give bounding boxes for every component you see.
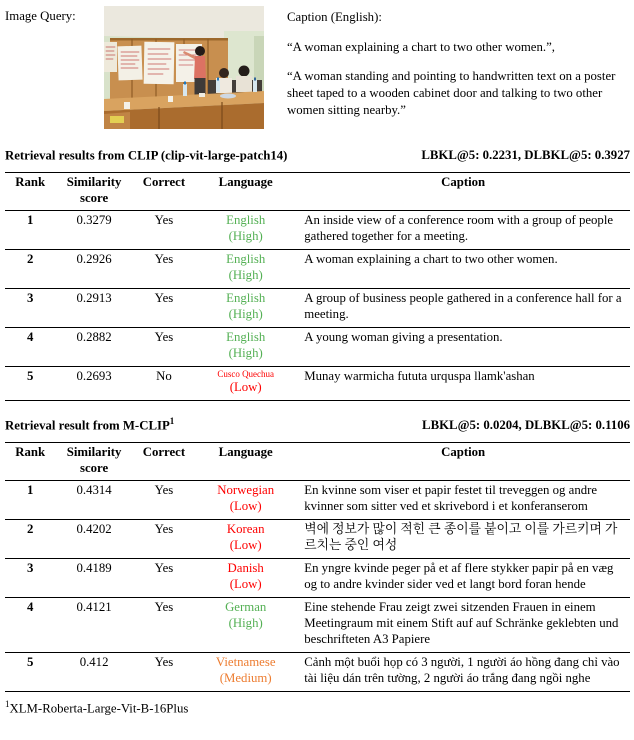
language-resource-level: (High) (228, 268, 263, 283)
rank-cell: 4 (27, 600, 34, 615)
caption-label: Caption (English): (287, 10, 382, 24)
language-name: Korean (226, 522, 265, 537)
language-cell (195, 598, 296, 653)
result-row-rank-5 (5, 652, 630, 691)
language-cell (195, 366, 296, 400)
clip-section-header (5, 146, 630, 164)
similarity-score-cell: 0.4314 (76, 483, 112, 498)
table-header-row (5, 173, 630, 211)
language-name: Vietnamese (215, 654, 276, 669)
result-row-rank-2 (5, 250, 630, 289)
footnote: $^1$XLM-Roberta-Large-Vit-B-16Plus (5, 698, 189, 716)
mclip-results-table (5, 442, 630, 692)
caption-cell: Eine stehende Frau zeigt zwei sitzenden Frauen in einem Meetingraum mit einem Stift auf auf Schränke geklebten und beschrifteten A3 Papiere (304, 600, 619, 646)
col-header-language: Language (218, 445, 273, 460)
correct-cell: Yes (154, 654, 174, 669)
language-cell (195, 652, 296, 691)
query-block (5, 6, 630, 131)
language-cell (195, 481, 296, 520)
caption-cell: A woman explaining a chart to two other women. (304, 252, 558, 267)
rank-cell: 1 (27, 213, 34, 228)
language-name: Danish (227, 561, 264, 576)
language-name: English (226, 252, 266, 267)
similarity-score-cell: 0.3279 (76, 213, 112, 228)
rank-cell: 5 (27, 654, 34, 669)
caption-cell: A young woman giving a presentation. (304, 329, 503, 344)
language-name: Cusco Quechua (217, 368, 275, 379)
col-header-similarity-score: Similarity score (66, 175, 122, 205)
similarity-score-cell: 0.4202 (76, 522, 112, 537)
correct-cell: Yes (154, 561, 174, 576)
rank-cell: 1 (27, 483, 34, 498)
mclip-section-metrics: LBKL@5: 0.0204, DLBKL@5: 0.1106 (422, 418, 630, 433)
correct-cell: Yes (154, 483, 174, 498)
similarity-score-cell: 0.2913 (76, 291, 112, 305)
result-row-rank-5 (5, 366, 630, 400)
similarity-score-cell: 0.412 (79, 654, 109, 669)
language-cell (195, 520, 296, 559)
mclip-section-title: Retrieval result from M-CLIP$^1$ (5, 416, 175, 433)
rank-cell: 2 (27, 522, 34, 537)
language-cell (195, 250, 296, 289)
result-row-rank-1 (5, 481, 630, 520)
rank-cell: 3 (27, 561, 34, 576)
correct-cell: Yes (154, 252, 174, 267)
clip-section-metrics: LBKL@5: 0.2231, DLBKL@5: 0.3927 (421, 148, 630, 163)
caption-column (287, 6, 630, 131)
similarity-score-cell: 0.2882 (76, 329, 112, 344)
correct-cell: Yes (154, 213, 174, 228)
col-header-rank: Rank (15, 175, 46, 190)
col-header-caption: Caption (441, 445, 486, 460)
result-row-rank-1 (5, 211, 630, 250)
caption-cell: En yngre kvinde peger på et af flere stykker papir på en væg og to andre kvinder sider ved et langt bord foran hende (304, 561, 614, 592)
language-cell (195, 211, 296, 250)
col-header-similarity-score: Similarity score (66, 445, 122, 475)
language-name: English (226, 291, 266, 305)
language-cell (195, 559, 296, 598)
caption-cell: An inside view of a conference room with a group of people gathered together for a meeting. (304, 213, 614, 244)
caption-cell: Cảnh một buổi họp có 3 người, 1 người áo hồng đang chỉ vào tài liệu dán trên tường, 2 người áo trắng đang ngồi nghe (304, 654, 620, 685)
col-header-caption: Caption (441, 175, 486, 190)
result-row-rank-3 (5, 289, 630, 328)
language-resource-level: (High) (228, 345, 263, 360)
language-resource-level: (Medium) (219, 670, 272, 685)
language-resource-level: (Low) (229, 538, 262, 553)
correct-cell: Yes (154, 329, 174, 344)
similarity-score-cell: 0.2693 (76, 368, 112, 383)
language-resource-level: (Low) (229, 499, 262, 514)
language-resource-level: (High) (228, 229, 263, 244)
col-header-correct: Correct (142, 445, 186, 460)
language-resource-level: (High) (228, 616, 263, 630)
rank-cell: 3 (27, 291, 34, 305)
col-header-rank: Rank (15, 445, 46, 460)
language-resource-level: (Low) (229, 380, 262, 395)
caption-cell: A group of business people gathered in a conference hall for a meeting. (304, 291, 622, 321)
clip-results-table (5, 172, 630, 401)
language-name: German (225, 600, 267, 615)
query-photo (104, 6, 264, 129)
language-name: English (226, 213, 266, 228)
similarity-score-cell: 0.4121 (76, 600, 112, 615)
language-cell (195, 327, 296, 366)
col-header-language: Language (218, 175, 273, 190)
rank-cell: 4 (27, 329, 34, 344)
image-query-label: Image Query: (5, 9, 76, 23)
correct-cell: No (156, 368, 172, 383)
language-name: Norwegian (217, 483, 275, 498)
language-name: English (226, 329, 266, 344)
caption-english-2: “A woman standing and pointing to handwritten text on a poster sheet taped to a wooden cabinet door and talking to two other women sitting nearby.” (287, 69, 616, 117)
table-header-row (5, 443, 630, 481)
similarity-score-cell: 0.2926 (76, 252, 112, 267)
result-row-rank-4 (5, 598, 630, 653)
result-row-rank-4 (5, 327, 630, 366)
caption-cell: Munay warmicha fututa urquspa llamk'ashan (304, 368, 535, 383)
mclip-section-header (5, 416, 630, 434)
col-header-correct: Correct (142, 175, 186, 190)
result-row-rank-2 (5, 520, 630, 559)
caption-cell: 벽에 정보가 많이 적힌 큰 종이를 붙이고 이를 가르키며 가르치는 중인 여성 (304, 522, 618, 553)
query-photo-illustration (104, 6, 264, 129)
correct-cell: Yes (154, 291, 174, 305)
rank-cell: 2 (27, 252, 34, 267)
language-resource-level: (Low) (229, 577, 262, 592)
caption-cell: En kvinne som viser et papir festet til treveggen og andre kvinner som sitter ved et skrivebord i et konferanserom (304, 483, 598, 514)
correct-cell: Yes (154, 600, 174, 615)
language-cell (195, 289, 296, 328)
correct-cell: Yes (154, 522, 174, 537)
language-resource-level: (High) (228, 306, 263, 321)
result-row-rank-3 (5, 559, 630, 598)
caption-english-1: “A woman explaining a chart to two other women.”, (287, 39, 555, 54)
clip-section-title: Retrieval results from CLIP (clip-vit-large-patch14) (5, 148, 288, 163)
similarity-score-cell: 0.4189 (76, 561, 112, 576)
photo-posters (104, 42, 202, 85)
rank-cell: 5 (27, 368, 34, 383)
